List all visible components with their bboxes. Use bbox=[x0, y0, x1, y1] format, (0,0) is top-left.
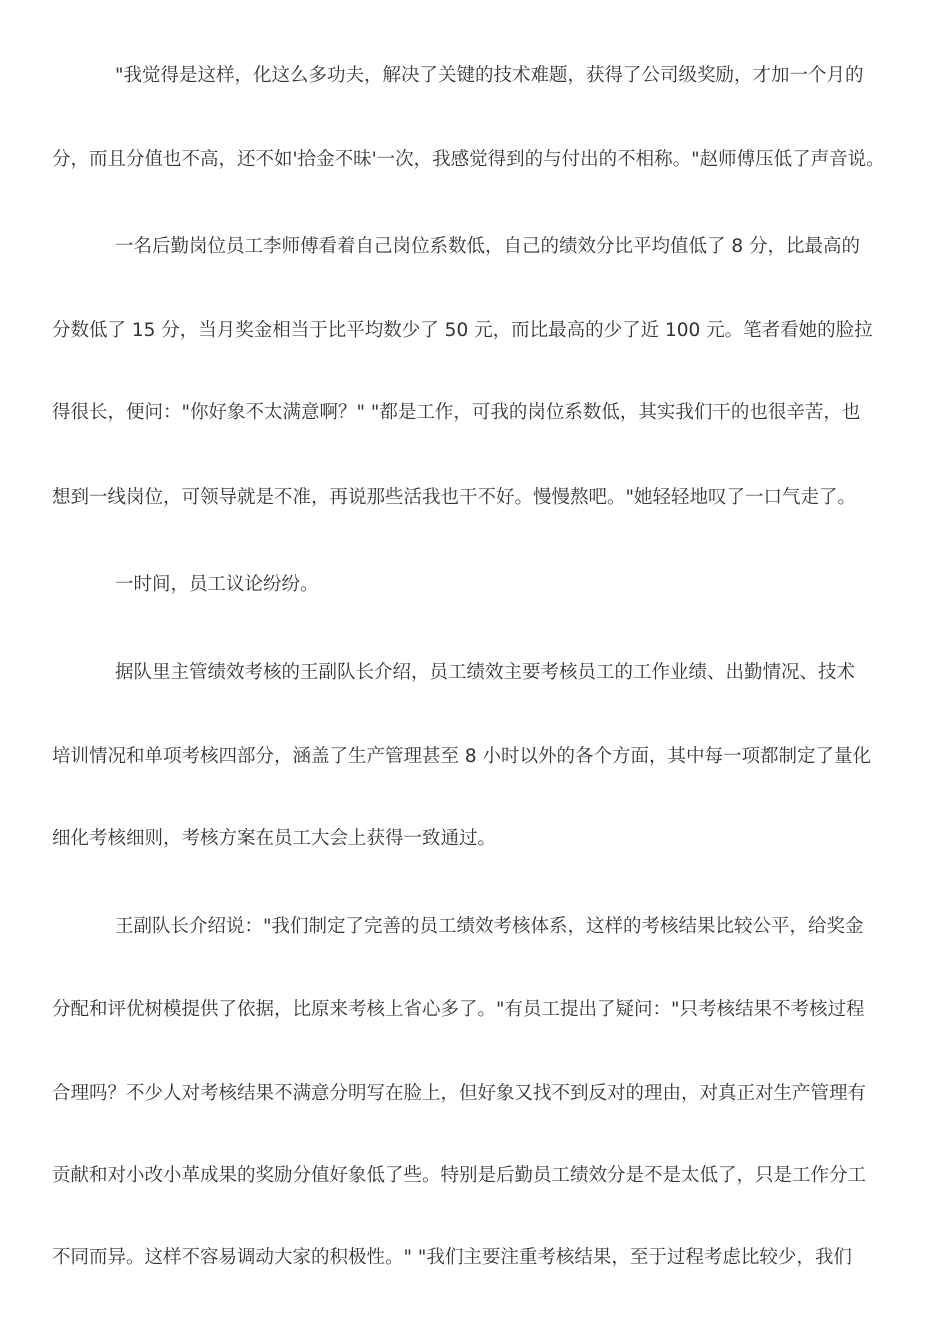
paragraph-line: 培训情况和单项考核四部分，涵盖了生产管理甚至 8 小时以外的各个方面，其中每一项都制定了量化 bbox=[52, 746, 872, 767]
paragraph-line: 不同而异。这样不容易调动大家的积极性。" "我们主要注重考核结果，至于过程考虑比较少，我们 bbox=[52, 1247, 852, 1268]
paragraph-line: 细化考核细则，考核方案在员工大会上获得一致通过。 bbox=[52, 828, 497, 849]
paragraph-line: 一时间，员工议论纷纷。 bbox=[115, 574, 319, 595]
paragraph-line: 一名后勤岗位员工李师傅看着自己岗位系数低，自己的绩效分比平均值低了 8 分，比最高的 bbox=[115, 236, 861, 257]
paragraph-line: 分配和评优树模提供了依据，比原来考核上省心多了。"有员工提出了疑问："只考核结果不考核过程 bbox=[52, 999, 865, 1020]
paragraph-line: 分数低了 15 分，当月奖金相当于比平均数少了 50 元，而比最高的少了近 100 元。笔者看她的脸拉 bbox=[52, 320, 873, 341]
paragraph-line: 据队里主管绩效考核的王副队长介绍，员工绩效主要考核员工的工作业绩、出勤情况、技术 bbox=[115, 662, 856, 683]
paragraph-line: 王副队长介绍说："我们制定了完善的员工绩效考核体系，这样的考核结果比较公平，给奖金 bbox=[115, 916, 864, 937]
paragraph-line: 分，而且分值也不高，还不如'拾金不昧'一次，我感觉得到的与付出的不相称。"赵师傅压低了声音说。 bbox=[52, 149, 885, 170]
paragraph-line: 合理吗？不少人对考核结果不满意分明写在脸上，但好象又找不到反对的理由，对真正对生产管理有 bbox=[52, 1083, 867, 1104]
paragraph-line: 贡献和对小改小革成果的奖励分值好象低了些。特别是后勤员工绩效分是不是太低了，只是工作分工 bbox=[52, 1165, 867, 1186]
paragraph-line: 得很长，便问："你好象不太满意啊？" "都是工作，可我的岗位系数低，其实我们干的也很辛苦，也 bbox=[52, 402, 861, 423]
paragraph-line: "我觉得是这样，化这么多功夫，解决了关键的技术难题，获得了公司级奖励，才加一个月的 bbox=[115, 65, 864, 86]
paragraph-line: 想到一线岗位，可领导就是不准，再说那些活我也干不好。慢慢熬吧。"她轻轻地叹了一口气走了。 bbox=[52, 487, 857, 508]
